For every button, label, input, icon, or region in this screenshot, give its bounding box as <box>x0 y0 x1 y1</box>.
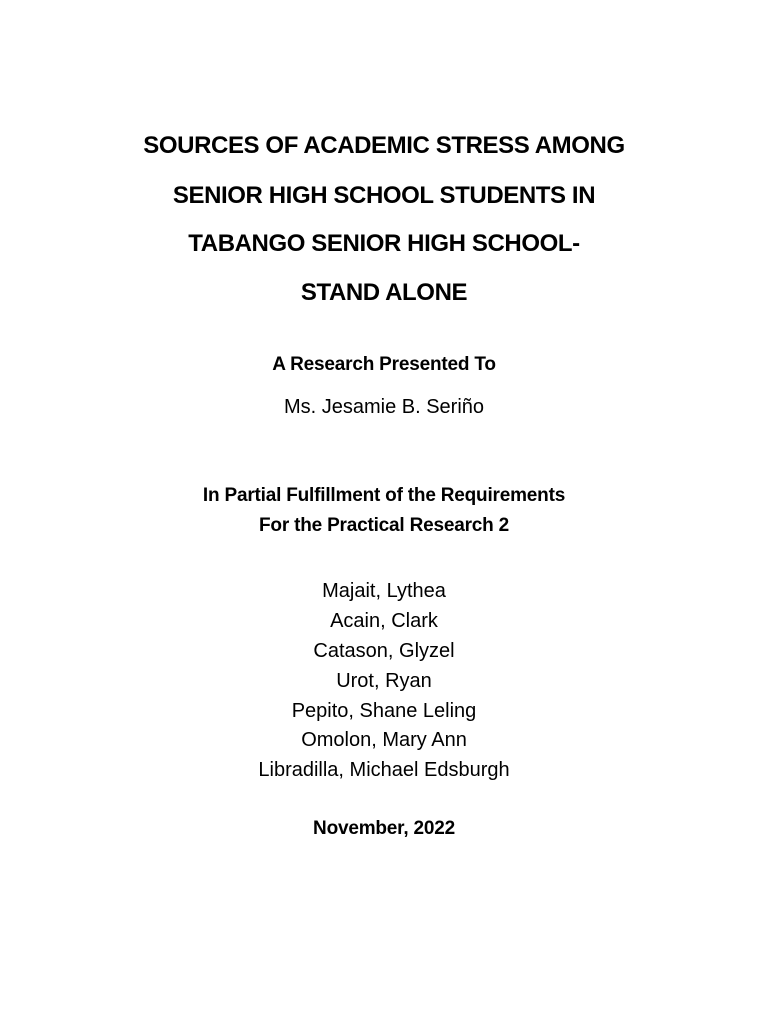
date: November, 2022 <box>313 818 455 839</box>
author-name: Acain, Clark <box>330 610 438 632</box>
title-line: SENIOR HIGH SCHOOL STUDENTS IN <box>172 182 596 209</box>
fulfillment-line: In Partial Fulfillment of the Requirements <box>202 485 566 506</box>
presented-to-label: A Research Presented To <box>272 354 496 375</box>
title-line: STAND ALONE <box>300 279 468 306</box>
title-line: TABANGO SENIOR HIGH SCHOOL- <box>188 230 580 257</box>
title-line: SOURCES OF ACADEMIC STRESS AMONG <box>143 132 625 159</box>
author-name: Omolon, Mary Ann <box>301 729 467 751</box>
author-name: Catason, Glyzel <box>313 640 455 662</box>
fulfillment-line: For the Practical Research 2 <box>259 515 509 536</box>
author-name: Libradilla, Michael Edsburgh <box>258 759 510 781</box>
author-name: Pepito, Shane Leling <box>291 700 477 722</box>
presented-to-name: Ms. Jesamie B. Seriño <box>283 396 485 418</box>
author-name: Majait, Lythea <box>322 580 446 602</box>
author-name: Urot, Ryan <box>336 670 432 692</box>
